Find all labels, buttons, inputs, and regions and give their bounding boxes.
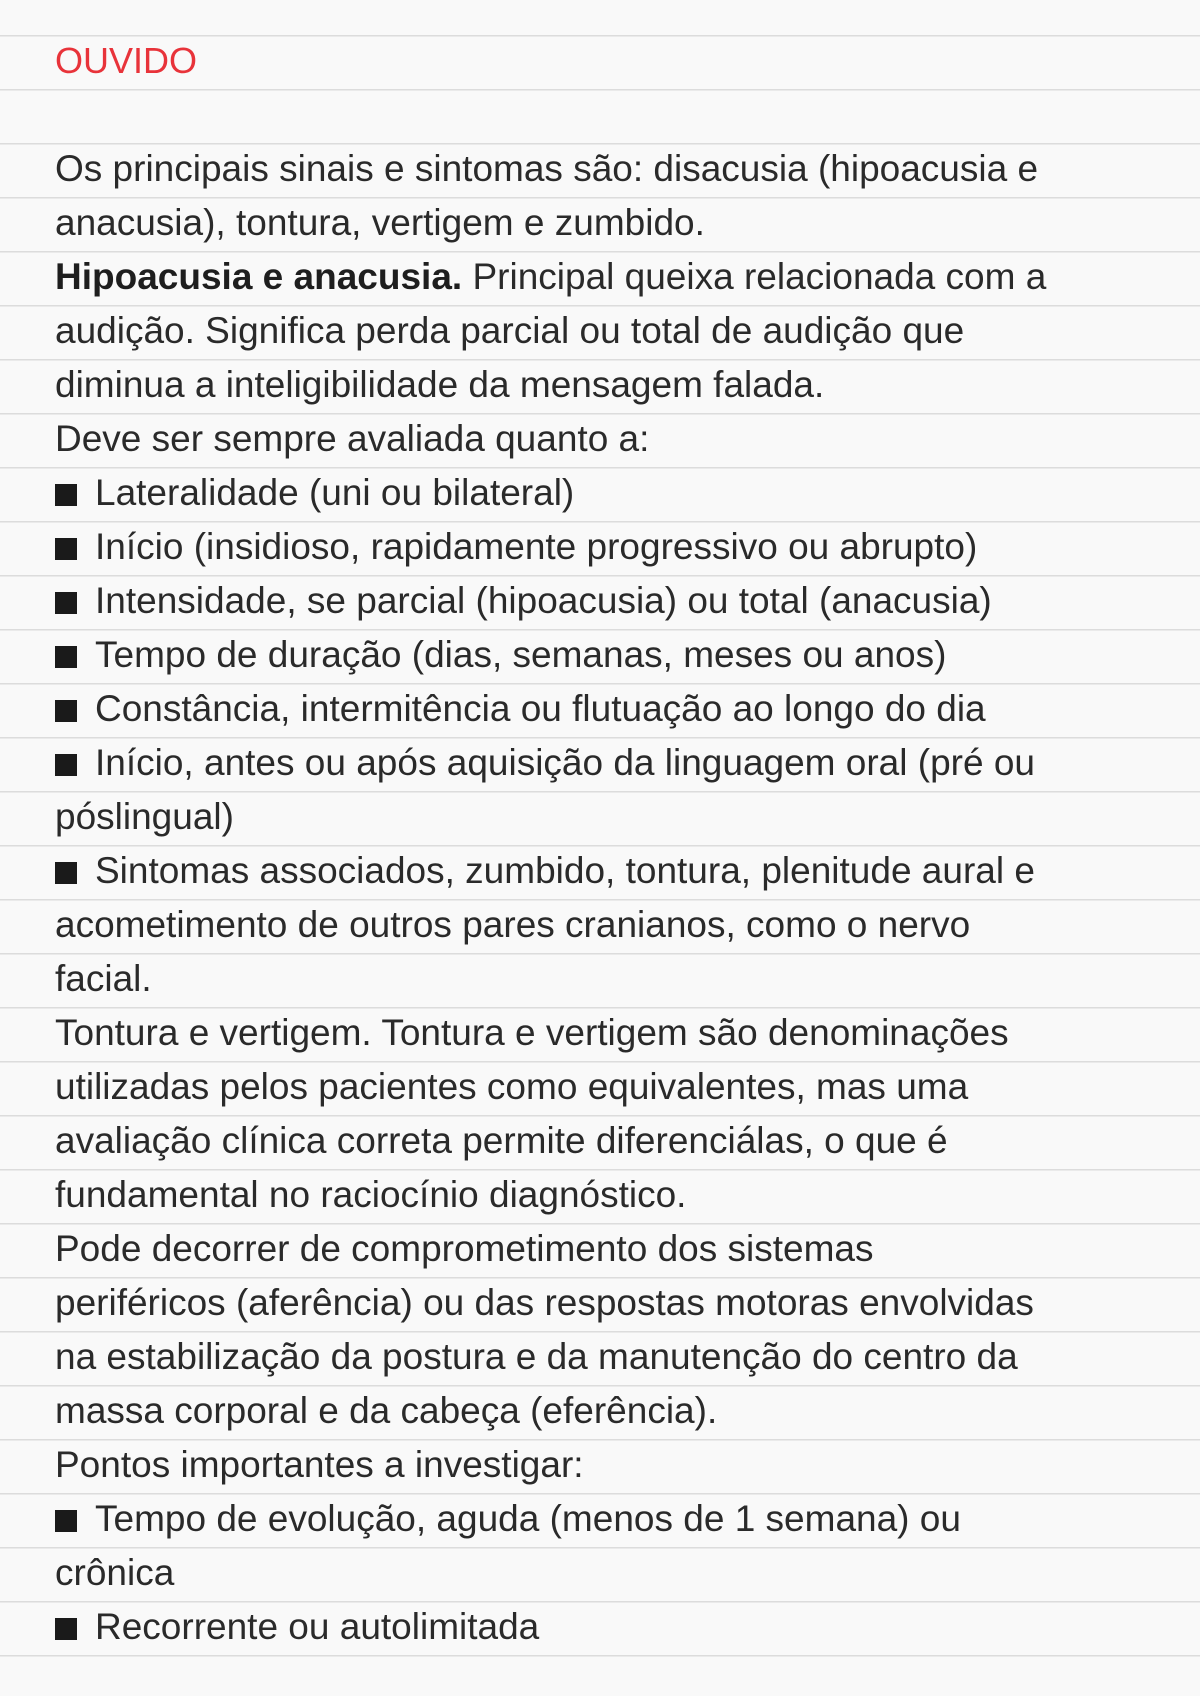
list-item-text: Lateralidade (uni ou bilateral) (95, 472, 575, 513)
paragraph-line: Tontura e vertigem. Tontura e vertigem são denominações (55, 1012, 1009, 1053)
paragraph-line: massa corporal e da cabeça (eferência). (55, 1390, 718, 1431)
note-body (55, 34, 1155, 1654)
paragraph-line: Pode decorrer de comprometimento dos sistemas (55, 1228, 874, 1269)
paragraph-line: Pontos importantes a investigar: (55, 1444, 584, 1485)
list-item (55, 1600, 1155, 1654)
list-item-text: Tempo de evolução, aguda (menos de 1 semana) ou (95, 1498, 961, 1539)
list-item-text: Início, antes ou após aquisição da linguagem oral (pré ou (95, 742, 1035, 783)
square-bullet-icon (55, 862, 77, 884)
paragraph-line (55, 250, 1155, 304)
list-item (55, 574, 1155, 628)
list-item (55, 1492, 1155, 1546)
list-item (55, 736, 1155, 790)
square-bullet-icon (55, 592, 77, 614)
paragraph-line: na estabilização da postura e da manutenção do centro da (55, 1336, 1018, 1377)
paragraph-line: periféricos (aferência) ou das respostas motoras envolvidas (55, 1282, 1034, 1323)
square-bullet-icon (55, 484, 77, 506)
note-title: OUVIDO (55, 40, 198, 81)
list-item-continuation: crônica (55, 1552, 175, 1593)
paragraph-line: Os principais sinais e sintomas são: disacusia (hipoacusia e (55, 148, 1039, 189)
list-item (55, 628, 1155, 682)
square-bullet-icon (55, 1618, 77, 1640)
paragraph-text: Principal queixa relacionada com a (462, 256, 1047, 297)
paragraph-line: fundamental no raciocínio diagnóstico. (55, 1174, 687, 1215)
list-item (55, 520, 1155, 574)
square-bullet-icon (55, 700, 77, 722)
blank-line (55, 88, 1155, 142)
paragraph-line: Deve ser sempre avaliada quanto a: (55, 418, 650, 459)
list-item-text: Tempo de duração (dias, semanas, meses ou anos) (95, 634, 947, 675)
list-item (55, 682, 1155, 736)
list-item-text: Sintomas associados, zumbido, tontura, plenitude aural e (95, 850, 1035, 891)
list-item-continuation: póslingual) (55, 796, 234, 837)
list-item-text: Recorrente ou autolimitada (95, 1606, 540, 1647)
paragraph-line: audição. Significa perda parcial ou total de audição que (55, 310, 965, 351)
paragraph-line: avaliação clínica correta permite diferenciálas, o que é (55, 1120, 948, 1161)
paragraph-line: utilizadas pelos pacientes como equivalentes, mas uma (55, 1066, 969, 1107)
square-bullet-icon (55, 754, 77, 776)
list-item (55, 466, 1155, 520)
paragraph-line: anacusia), tontura, vertigem e zumbido. (55, 202, 705, 243)
section-heading-hipoacusia: Hipoacusia e anacusia. (55, 256, 463, 297)
list-item (55, 844, 1155, 898)
list-item-text: Início (insidioso, rapidamente progressivo ou abrupto) (95, 526, 978, 567)
square-bullet-icon (55, 538, 77, 560)
list-item-text: Constância, intermitência ou flutuação ao longo do dia (95, 688, 986, 729)
list-item-continuation: facial. (55, 958, 152, 999)
square-bullet-icon (55, 646, 77, 668)
square-bullet-icon (55, 1510, 77, 1532)
list-item-continuation: acometimento de outros pares cranianos, como o nervo (55, 904, 971, 945)
list-item-text: Intensidade, se parcial (hipoacusia) ou total (anacusia) (95, 580, 992, 621)
paragraph-line: diminua a inteligibilidade da mensagem falada. (55, 364, 825, 405)
